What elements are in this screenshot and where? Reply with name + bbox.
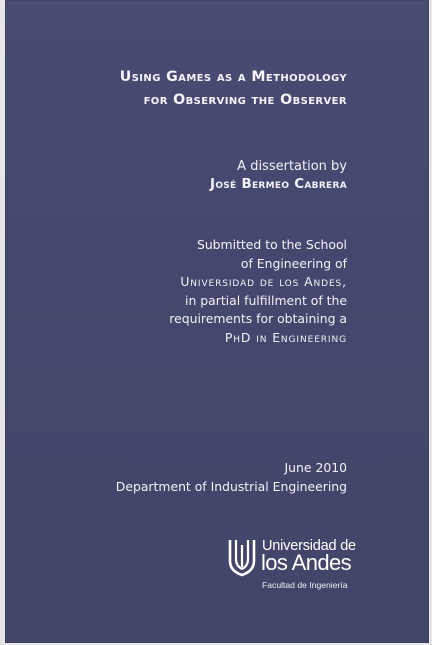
submission-line-5: requirements for obtaining a xyxy=(169,311,347,327)
title-line-1: Using Games as a Methodology xyxy=(119,69,347,85)
submission-line-4: in partial fulfillment of the xyxy=(185,292,347,308)
logo-andes-line: los Andes xyxy=(261,550,352,575)
author-name: José Bermeo Cabrera xyxy=(210,177,347,192)
dissertation-title xyxy=(120,66,347,112)
dissertation-cover xyxy=(5,0,429,643)
author-block xyxy=(210,158,347,194)
submission-date: June 2010 xyxy=(284,460,347,475)
date-department-block xyxy=(116,458,347,496)
title-line-2: for Observing the Observer xyxy=(143,92,347,108)
department-name: Department of Industrial Engineering xyxy=(115,479,347,494)
university-shield-icon xyxy=(227,537,257,577)
degree-name: PhD in Engineering xyxy=(224,329,347,345)
university-logo xyxy=(224,534,364,594)
logo-university-line: Universidad de xyxy=(262,538,356,554)
author-intro: A dissertation by xyxy=(237,159,347,174)
submission-line-2: of Engineering of xyxy=(240,255,347,271)
submission-line-1: Submitted to the School xyxy=(196,237,347,252)
submission-statement xyxy=(169,236,347,348)
university-name: Universidad de los Andes, xyxy=(180,274,347,290)
logo-faculty-line: Facultad de Ingeniería xyxy=(262,580,348,590)
